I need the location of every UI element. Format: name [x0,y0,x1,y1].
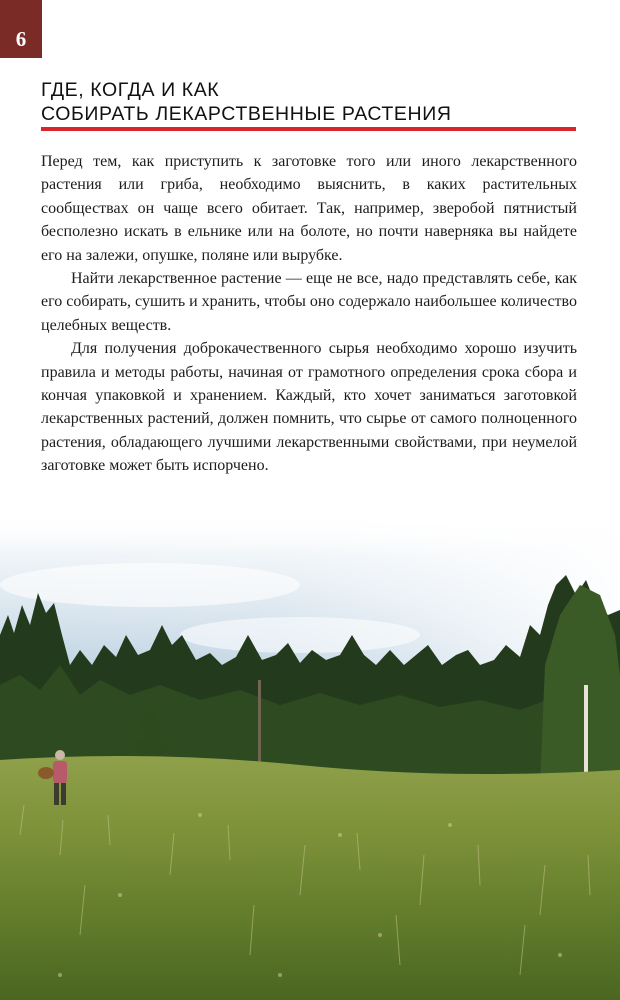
section-heading [41,78,581,126]
heading-underline [41,127,576,131]
meadow-forest-photo [0,515,620,1000]
paragraph-1: Перед тем, как приступить к заготовке того или иного лекарственного растения или гриба, необходимо выяснить, в каких растительных сообществах он чаще всего обитает. Так, например, зверобой пятнистый бесполезно искать в ельнике или на болоте, но почти наверняка вы найдете его на залежи, опушке, поляне или вырубке. [41,153,577,264]
heading-line-2: СОБИРАТЬ ЛЕКАРСТВЕННЫЕ РАСТЕНИЯ [41,103,452,125]
paragraph-3: Для получения доброкачественного сырья необходимо хорошо изучить правила и методы работы, начиная от грамотного определения срока сбора и кончая упаковкой и хранением. Каждый, кто хочет заниматься заготовкой лекарственных растений, должен помнить, что сырье от самого полноценного растения, обладающего лучшими лекарственными свойствами, при неумелой заготовке может быть испорчено. [41,340,577,475]
page-number-badge [0,0,42,58]
page-number: 6 [15,27,27,51]
body-text [41,150,577,478]
paragraph-2: Найти лекарственное растение — еще не все, надо представлять себе, как его собирать, сушить и хранить, чтобы оно содержало наибольшее количество целебных веществ. [41,270,577,334]
heading-line-1: ГДЕ, КОГДА И КАК [41,79,220,101]
